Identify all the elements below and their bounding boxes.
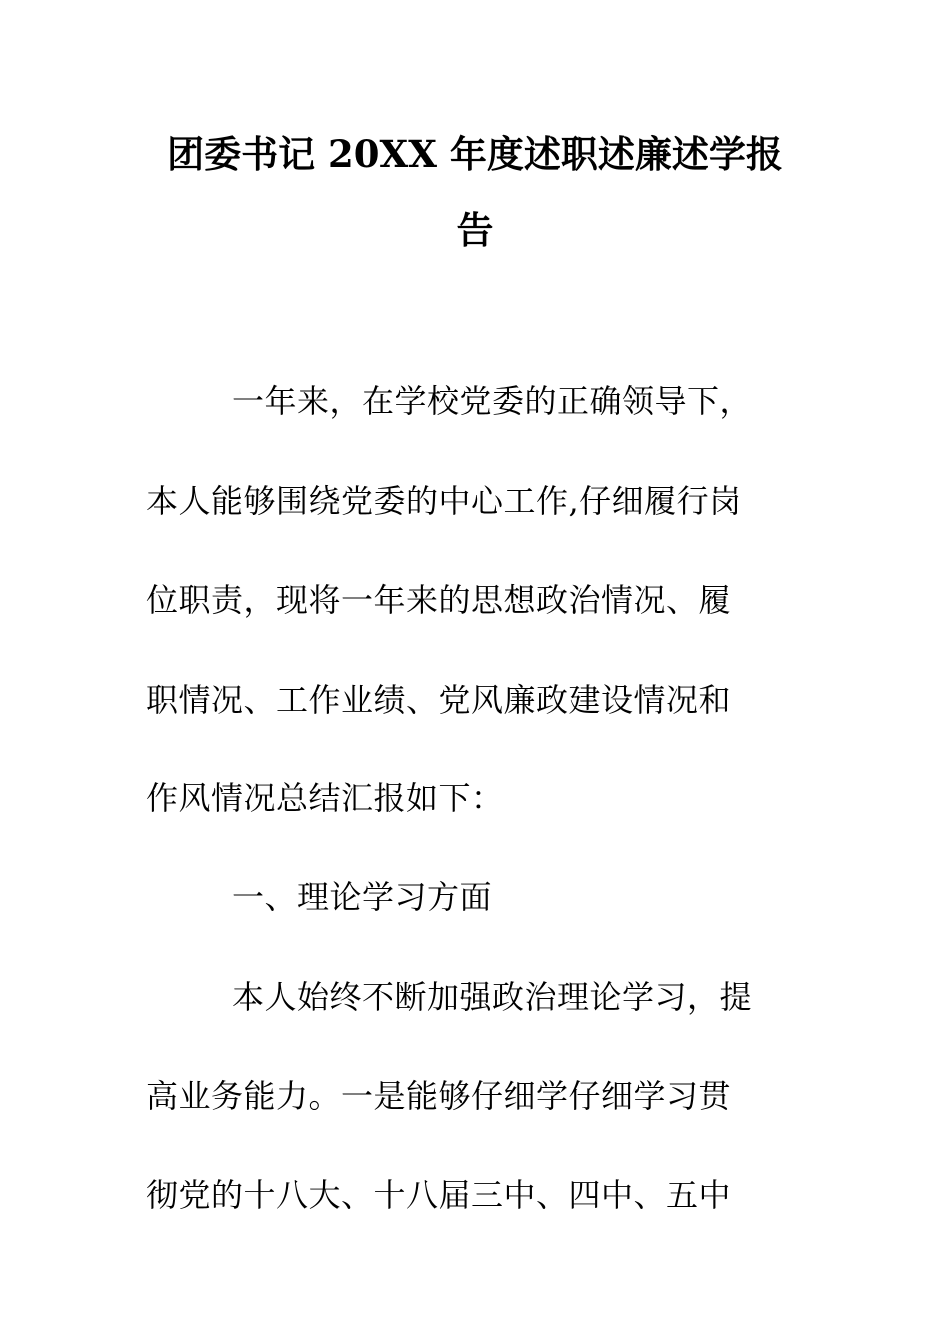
paragraph-2-line-3: 彻党的十八大、十八届三中、四中、五中 <box>146 1176 732 1214</box>
document-title-line-1: 团委书记 20XX 年度述职述廉述学报 <box>167 132 783 176</box>
paragraph-1-line-4: 职情况、工作业绩、党风廉政建设情况和 <box>146 681 732 719</box>
paragraph-1-line-3: 位职责，现将一年来的思想政治情况、履 <box>146 581 732 619</box>
section-heading-theory-study: 一、理论学习方面 <box>232 878 493 916</box>
paragraph-2-line-2: 高业务能力。一是能够仔细学仔细学习贯 <box>146 1077 732 1115</box>
paragraph-1-line-2: 本人能够围绕党委的中心工作,仔细履行岗 <box>146 482 742 520</box>
paragraph-1-line-5: 作风情况总结汇报如下： <box>146 779 504 817</box>
paragraph-1-line-1: 一年来，在学校党委的正确领导下， <box>232 382 753 420</box>
paragraph-2-line-1: 本人始终不断加强政治理论学习，提 <box>232 978 753 1016</box>
document-title-line-2: 告 <box>456 208 494 252</box>
